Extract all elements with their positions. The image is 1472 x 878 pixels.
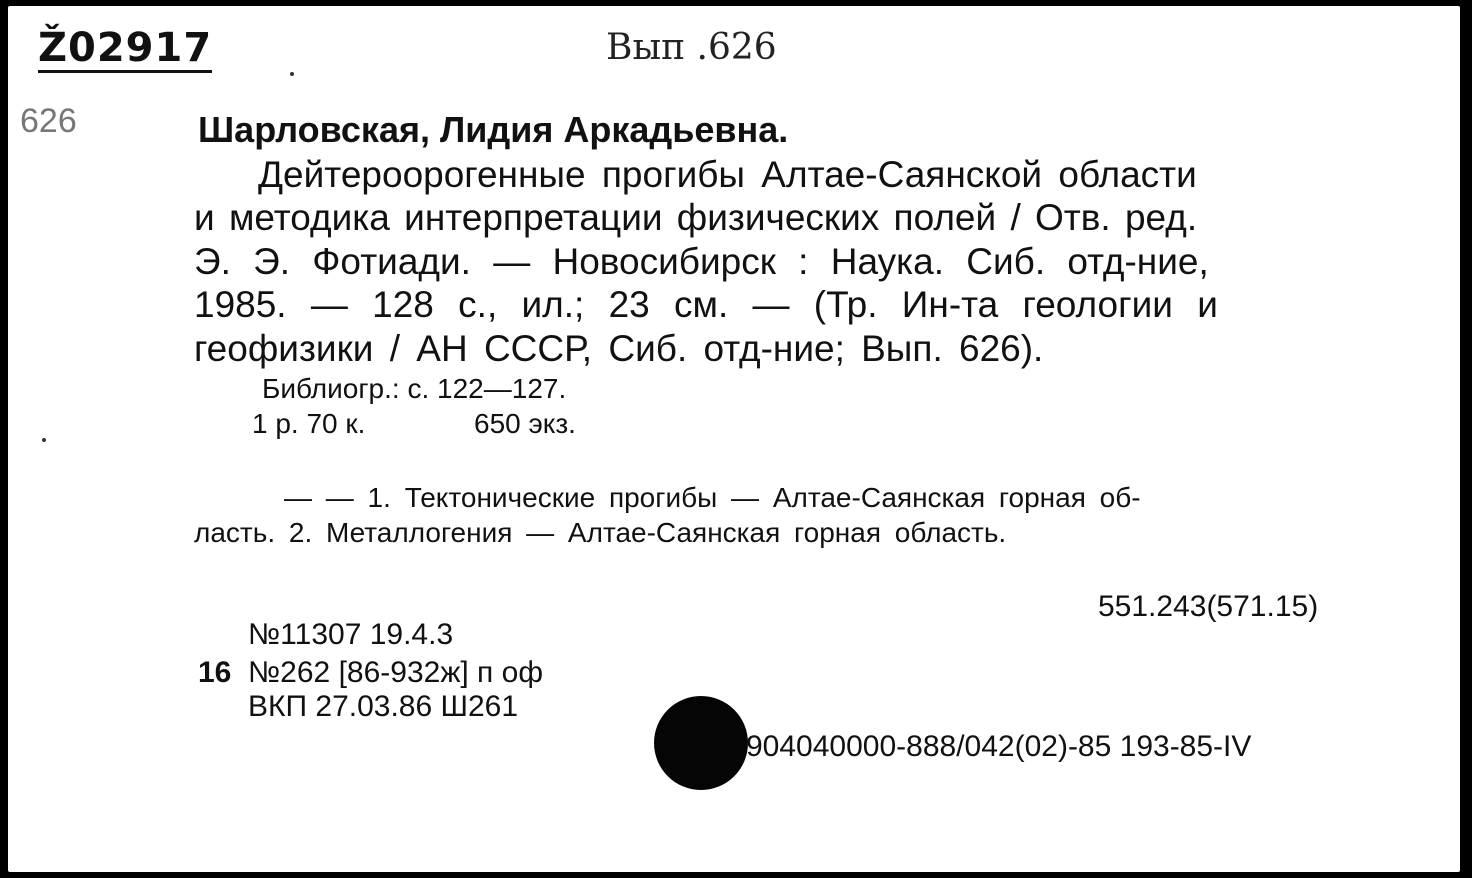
description-line: Э. Э. Фотиади. — Новосибирск : Наука. Сиб. отд-ние, bbox=[194, 241, 1209, 282]
price: 1 р. 70 к. bbox=[252, 408, 366, 439]
description-line: 1985. — 128 с., ил.; 23 см. — (Тр. Ин-та геологии и bbox=[194, 284, 1218, 325]
registry-line: ВКП 27.03.86 Ш261 bbox=[248, 690, 519, 723]
description-line: Дейтероорогенные прогибы Алтае-Саянской области bbox=[258, 154, 1197, 195]
series-header: Вып .626 bbox=[606, 27, 777, 68]
udc-code: 551.243(571.15) bbox=[1098, 590, 1319, 623]
catalog-card bbox=[8, 6, 1460, 872]
subject-line: — — 1. Тектонические прогибы — Алтае-Саянская горная об- bbox=[284, 482, 1141, 513]
punch-hole bbox=[654, 696, 748, 790]
subject-line: ласть. 2. Металлогения — Алтае-Саянская горная область. bbox=[194, 517, 1007, 548]
card-number: Ž02917 bbox=[38, 25, 213, 71]
speck bbox=[290, 72, 294, 76]
margin-note: 626 bbox=[20, 102, 77, 140]
registry-line: №11307 19.4.3 bbox=[248, 618, 454, 651]
author-heading: Шарловская, Лидия Аркадьевна. bbox=[198, 109, 789, 150]
registry-line: №262 [86-932ж] п оф bbox=[248, 656, 544, 689]
bottom-code: 904040000-888/042(02)-85 193-85-IV bbox=[746, 730, 1252, 763]
description-line: геофизики / АН СССР, Сиб. отд-ние; Вып. 626). bbox=[194, 328, 1044, 369]
bibliography-note: Библиогр.: с. 122—127. bbox=[262, 373, 567, 404]
description-line: и методика интерпретации физических полей / Отв. ред. bbox=[194, 197, 1198, 238]
copies: 650 экз. bbox=[474, 408, 576, 439]
speck bbox=[42, 438, 46, 442]
registry-prefix: 16 bbox=[198, 656, 232, 689]
